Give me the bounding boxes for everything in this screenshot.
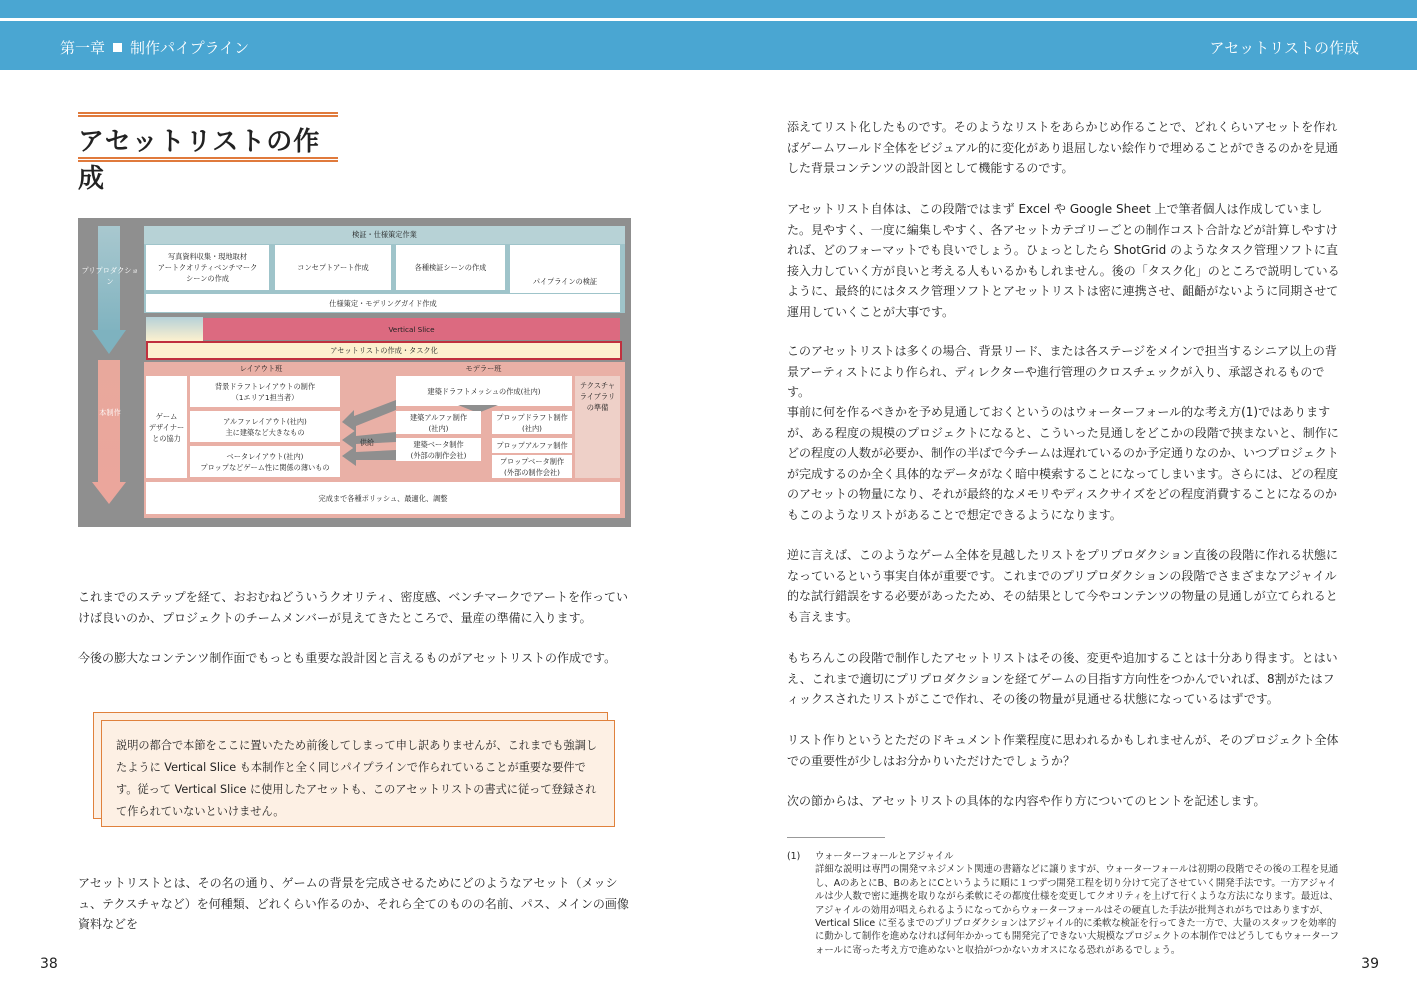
vertical-slice-bar: Vertical Slice xyxy=(203,318,620,340)
left-paragraph-3: アセットリストとは、その名の通り、ゲームの背景を完成させるためにどのようなアセット（メッシュ、テクスチャなど）を何種類、どれくらい作るのか、それら全てのものの名前、パス、メインの画像資料などを xyxy=(78,876,629,931)
header-chapter xyxy=(60,37,249,58)
texture-line2: ライブラリ xyxy=(579,392,616,401)
page-title: アセットリストの作成 xyxy=(78,127,321,194)
right-paragraph-6: もちろんこの段階で制作したアセットリストはその後、変更や追加することは十分あり得ます。とはいえ、これまで適切にプリプロダクションを経てゲームの目指す方向性をつかんでいれば、8割がたはフィックスされたリストがここで作れ、その後の物量が見通せる状態になっているはずです。 xyxy=(787,651,1338,706)
right-paragraph-1: 添えてリスト化したものです。そのようなリストをあらかじめ作ることで、どれくらいアセットを作ればゲームワールド全体をビジュアル的に変化があり退屈しない絵作りで埋めることができるのかを見通した背景コンテンツの設計図として機能するのです。 xyxy=(787,120,1339,175)
stage-production: 本制作 xyxy=(99,408,121,417)
header-right-title: アセットリストの作成 xyxy=(1209,39,1359,57)
box-photo-line1: 写真資料収集・現地取材 xyxy=(167,252,248,261)
production-arrow-shaft xyxy=(98,360,120,485)
verify-header: 検証・仕様策定作業 xyxy=(144,226,625,244)
arch-beta-line2: (外部の制作会社) xyxy=(410,450,467,460)
page-number-right: 39 xyxy=(1361,956,1379,972)
down-arrow-icon xyxy=(92,482,126,506)
header-stripe xyxy=(0,18,1417,21)
beta-layout-line2: プロップなどゲーム性に関係の薄いもの xyxy=(200,462,330,472)
right-paragraph-8: 次の節からは、アセットリストの具体的な内容や作り方についてのヒントを記述します。 xyxy=(787,794,1266,808)
box-test-scenes: 各種検証シーンの作成 xyxy=(396,245,505,290)
layout-team: レイアウト班 xyxy=(239,364,283,373)
footnote-body: 詳細な説明は専門の開発マネジメント関連の書籍などに譲りますが、ウォーターフォールは初期の段階でその後の工程を見通し、AのあとにB、BのあとにCというように順に１つずつ開発工程を切り分けて完了させていく開発手法です。一方アジャイルは少人数で密に連携を取りながら柔軟にその都度仕様を変更してクオリティを上げて行くような方法になります。最近は、アジャイルの効用が唱えられるようになってからウォーターフォールはその硬直した手法が批判されがちではありますが、Vertical Slice に至るまでのプリプロダクションはアジャイル的に柔軟な検証を行ってきた一方で、大量のスタッフを効率的に動かして制作を進めなければ何年かかっても開発完了できない大規模なプロジェクトの本制作ではどうしてもウォーターフォールに寄った考え方で進めないと収拾がつかないカオスになる恐れがあるでしょう。 xyxy=(815,864,1339,956)
prop-draft-line2: (社内) xyxy=(522,423,542,433)
texture-box xyxy=(575,376,620,478)
prop-draft-line1: プロップドラフト制作 xyxy=(496,412,568,422)
box-pipeline-verify: パイプラインの検証 xyxy=(532,276,598,286)
page-number-left: 38 xyxy=(40,956,58,972)
right-paragraph-2: アセットリスト自体は、この段階ではまず Excel や Google Sheet 上で筆者個人は作成していました。見やすく、一度に編集しやすく、各アセットカテゴリーごとの制作コスト合計などが計算しやすければ、どのフォーマットでも良いでしょう。ひょっとしたら ShotGrid のようなタスク管理ソフトに直接入力していく方が良いと考える人もいるかもしれません。後の「タスク化」のところで説明しているように、最終的にはタスク管理ソフトとアセットリストは密に連携させ、齟齬がないように同期させて運用していくことが大事です。 xyxy=(787,202,1340,319)
box-concept-art: コンセプトアート作成 xyxy=(275,245,391,290)
left-paragraph-2: 今後の膨大なコンテンツ制作面でもっとも重要な設計図と言えるものがアセットリストの作成です。 xyxy=(78,651,617,665)
spec-bar: 仕様策定・モデリングガイド作成 xyxy=(146,294,620,312)
footnote xyxy=(787,850,1342,957)
beta-layout-line1: ベータレイアウト(社内) xyxy=(226,451,304,461)
title-rule-bottom xyxy=(78,157,338,159)
arch-draft-box: 建築ドラフトメッシュの作成(社内) xyxy=(396,376,572,406)
arch-beta-line1: 建築ベータ制作 xyxy=(413,439,464,449)
stage-preproduction: プリプロダクション xyxy=(81,266,139,286)
vs-gradient xyxy=(146,317,203,341)
footnote-title: ウォーターフォールとアジャイル xyxy=(815,851,954,862)
bg-draft-line1: 背景ドラフトレイアウトの制作 xyxy=(214,381,316,391)
prop-beta-box xyxy=(492,455,572,478)
title-block xyxy=(78,112,338,194)
box-photo-benchmark xyxy=(146,245,269,290)
bg-draft-box xyxy=(190,376,340,407)
box-photo-line3: シーンの作成 xyxy=(186,274,229,283)
right-paragraph-4: 事前に何を作るべきかを予め見通しておくというのはウォーターフォール的な考え方(1)ではありますが、ある程度の規模のプロジェクトになると、こういった見通しをどこかの段階で挟まないと、制作にどの程度の人数が必要か、制作の半ばで今チームは遅れているのか予定通りなのか、いつプロジェクトが完成するのか全く具体的なデータがなく暗中模索することになってしまいます。さらには、どの程度のアセットの物量になり、それが最終的なメモリやディスクサイズをどの程度消費することになるのかもこのようなリストがあることで想定できるようになります。 xyxy=(787,405,1339,522)
down-arrow-icon xyxy=(92,330,126,356)
beta-layout-box xyxy=(190,446,340,477)
alpha-layout-line1: アルファレイアウト(社内) xyxy=(223,416,307,426)
page-header xyxy=(0,0,1417,70)
asset-list-bar: アセットリストの作成・タスク化 xyxy=(146,341,622,360)
note-box: 説明の都合で本節をここに置いたため前後してしまって申し訳ありませんが、これまでも強調したように Vertical Slice も本制作と全く同じパイプラインで作られていることが重要な要件です。従って Vertical Slice に使用したアセットも、このアセットリストの書式に従って登録されて作られていないといけません。 xyxy=(101,720,615,827)
texture-line1: テクスチャ xyxy=(579,381,616,390)
prop-alpha-box: プロップアルファ制作 xyxy=(492,438,572,453)
prop-beta-line1: プロップベータ制作 xyxy=(499,456,565,466)
square-bullet-icon xyxy=(113,43,122,52)
box-photo-line2: アートクオリティベンチマーク xyxy=(157,263,258,272)
arch-alpha-line1: 建築アルファ制作 xyxy=(409,412,468,422)
final-bar: 完成まで各種ポリッシュ、最適化、調整 xyxy=(146,482,620,514)
footnote-number: (1) xyxy=(787,851,801,862)
prop-draft-box xyxy=(492,411,572,434)
alpha-layout-line2: 主に建築など大きなもの xyxy=(225,427,305,437)
title-rule-top2 xyxy=(78,115,338,117)
bg-draft-line2: （1エリア1担当者） xyxy=(231,392,299,402)
section-label: 制作パイプライン xyxy=(130,39,250,57)
arch-alpha-line2: (社内) xyxy=(428,423,449,433)
gd-line3: との協力 xyxy=(152,433,181,443)
left-paragraph-1: これまでのステップを経て、おおむねどういうクオリティ、密度感、ベンチマークでアートを作っていけば良いのか、プロジェクトのチームメンバーが見えてきたところで、量産の準備に入ります。 xyxy=(78,590,628,625)
right-paragraph-5: 逆に言えば、このようなゲーム全体を見越したリストをプリプロダクション直後の段階に作れる状態になっているという事実自体が重要です。これまでのプリプロダクションの段階でさまざまなアジャイル的な試行錯誤をする必要があったため、その結果として今やコンテンツの物量の見通しが立てられるとも言えます。 xyxy=(787,548,1339,624)
gd-line2: デザイナー xyxy=(148,422,185,432)
texture-line3: の準備 xyxy=(586,403,609,412)
right-paragraph-7: リスト作りというとただのドキュメント作業程度に思われるかもしれませんが、そのプロジェクト全体での重要性が少しはお分かりいただけたでしょうか？ xyxy=(787,733,1339,768)
right-paragraph-3: このアセットリストは多くの場合、背景リード、または各ステージをメインで担当するシニア以上の背景アーティストにより作られ、ディレクターや進行管理のクロスチェックが入り、承認されるものです。 xyxy=(787,344,1337,399)
title-rule-top xyxy=(78,112,338,114)
modeler-team: モデラー班 xyxy=(465,364,502,373)
arch-alpha-box xyxy=(396,411,481,434)
supply-arrows-icon xyxy=(340,396,400,468)
arch-beta-box xyxy=(396,438,481,461)
footnote-rule xyxy=(787,837,885,838)
prop-beta-line2: (外部の制作会社) xyxy=(504,467,560,477)
gd-line1: ゲーム xyxy=(155,411,178,421)
alpha-layout-box xyxy=(190,411,340,442)
chapter-label: 第一章 xyxy=(60,39,106,57)
title-rule-bottom2 xyxy=(78,160,338,162)
supply-label: 供給 xyxy=(359,437,375,447)
game-designer-box xyxy=(146,376,187,478)
pipeline-diagram xyxy=(78,218,631,527)
